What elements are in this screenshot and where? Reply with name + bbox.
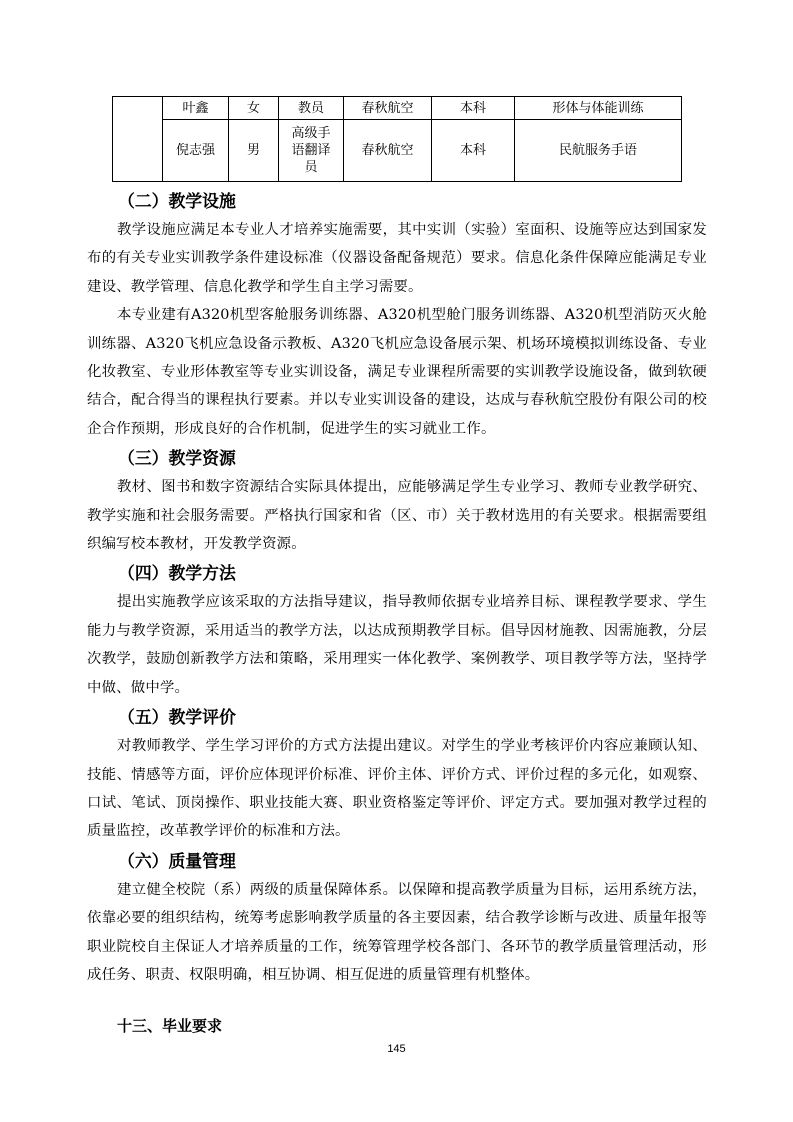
document-body — [87, 186, 707, 989]
paragraph: 提出实施教学应该采取的方法指导建议，指导教师依据专业培养目标、课程教学要求、学生能力与教学资源，采用适当的教学方法，以达成预期教学目标。倡导因材施教、因需施教，分层次教学，鼓励创新教学方法和策略，采用理实一体化教学、案例教学、项目教学等方法，坚持学中做、做中学。 — [87, 594, 707, 696]
chapter-heading: 十三、毕业要求 — [117, 1017, 223, 1035]
section-heading: （六）质量管理 — [118, 850, 236, 871]
paragraph: 教材、图书和数字资源结合实际具体提出，应能够满足学生专业学习、教师专业教学研究、教学实施和社会服务需要。严格执行国家和省（区、市）关于教材选用的有关要求。根据需要组织编写校本教材，开发教学资源。 — [87, 479, 707, 553]
teacher-name-cell: 叶鑫 — [163, 97, 229, 120]
section-heading: （三）教学资源 — [118, 448, 236, 469]
teacher-gender-cell: 女 — [229, 97, 279, 120]
teacher-course-cell: 形体与体能训练 — [515, 97, 682, 120]
section-heading: （二）教学设施 — [118, 191, 236, 211]
teacher-gender-cell: 男 — [229, 120, 279, 182]
table-row — [113, 97, 682, 120]
table-row — [113, 120, 682, 182]
teacher-course-cell: 民航服务手语 — [515, 120, 682, 182]
teacher-table — [112, 96, 682, 182]
teacher-name-cell: 倪志强 — [163, 120, 229, 182]
teacher-company-cell: 春秋航空 — [344, 97, 432, 120]
teacher-title-text: 高级手语翻译员 — [291, 126, 331, 175]
paragraph: 教学设施应满足本专业人才培养实施需要，其中实训（实验）室面积、设施等应达到国家发布的有关专业实训教学条件建设标准（仪器设备配备规范）要求。信息化条件保障应能满足专业建设、教学管理、信息化教学和学生自主学习需要。 — [87, 222, 707, 295]
teacher-title-cell — [279, 120, 344, 182]
teacher-title-cell: 教员 — [279, 97, 344, 120]
teacher-company-cell: 春秋航空 — [344, 120, 432, 182]
paragraph: 建立健全校院（系）两级的质量保障体系。以保障和提高教学质量为目标，运用系统方法，依靠必要的组织结构，统筹考虑影响教学质量的各主要因素，结合教学诊断与改进、质量年报等职业院校自主保证人才培养质量的工作，统筹管理学校各部门、各环节的教学质量管理活动，形成任务、职责、权限明确，相互协调、相互促进的质量管理有机整体。 — [87, 881, 707, 983]
merged-empty-cell — [113, 97, 163, 182]
teacher-education-cell: 本科 — [432, 97, 515, 120]
section-heading: （五）教学评价 — [118, 707, 236, 728]
paragraph: 对教师教学、学生学习评价的方式方法提出建议。对学生的学业考核评价内容应兼顾认知、技能、情感等方面，评价应体现评价标准、评价主体、评价方式、评价过程的多元化，如观察、口试、笔试、顶岗操作、职业技能大赛、职业资格鉴定等评价、评定方式。要加强对教学过程的质量监控，改革教学评价的标准和方法。 — [87, 738, 707, 840]
section-heading: （四）教学方法 — [118, 563, 236, 584]
teacher-education-cell: 本科 — [432, 120, 515, 182]
paragraph: 本专业建有A320机型客舱服务训练器、A320机型舱门服务训练器、A320机型消防灭火舱训练器、A320飞机应急设备示教板、A320飞机应急设备展示架、机场环境模拟训练设备、专业化妆教室、专业形体教室等专业实训设备，满足专业课程所需要的实训教学设施设备，做到软硬结合，配合得当的课程执行要素。并以专业实训设备的建设，达成与春秋航空股份有限公司的校企合作预期，形成良好的合作机制，促进学生的实习就业工作。 — [87, 307, 707, 437]
page-number: 145 — [387, 1043, 406, 1055]
